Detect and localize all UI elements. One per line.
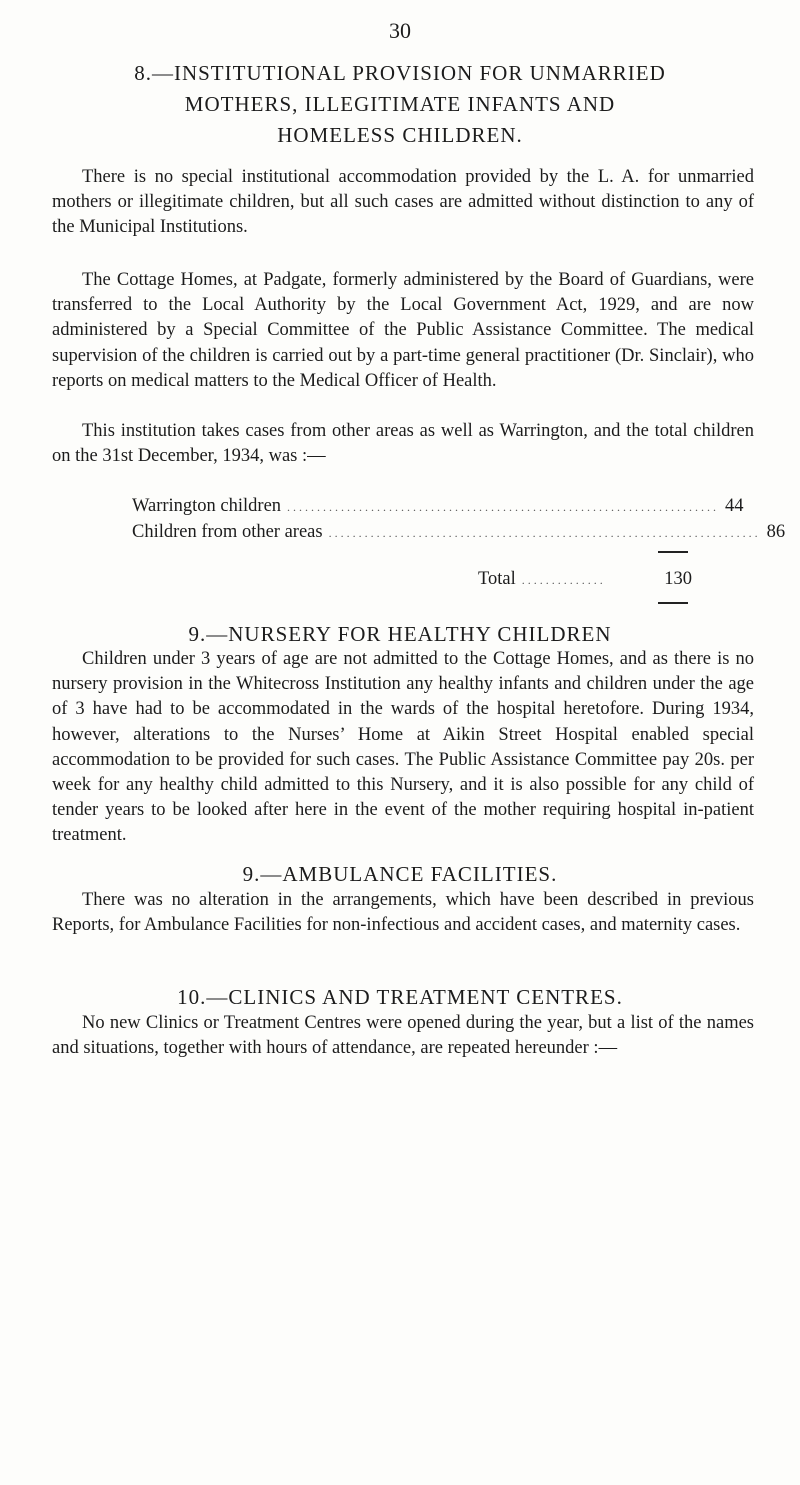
section-9-nursery-paragraph: Children under 3 years of age are not admitted to the Cottage Homes, and as there is no nursery provision in the Whitecross Institution any healthy infants and children under the age of 3 have had to be accommodated in the wards of the hospital heretofore. During 1934, however, alterations to the Nurses’ Home at Aikin Street Hospital enabled special accommodation to be provided for such cases. The Public Assistance Committee pay 20s. per week for any healthy child admitted to this Nursery, and it is also possible for any child of tender years to be looked after here in the event of the mother requiring hospital in-patient treatment. <box>52 649 754 846</box>
section-8-paragraph-3: This institution takes cases from other areas as well as Warrington, and the total children on the 31st December, 1934, was :— <box>52 421 754 467</box>
subtotal-rule <box>658 551 688 553</box>
tally-total-row <box>478 567 692 593</box>
tally-value: 86 <box>766 522 786 542</box>
tally-total <box>478 567 692 593</box>
section-9-ambulance-heading: 9.—AMBULANCE FACILITIES. <box>242 862 558 886</box>
leader-dots: ........................................................................ <box>287 500 720 514</box>
total-label: Total <box>478 569 516 589</box>
tally-row <box>132 494 744 520</box>
total-value: 130 <box>664 569 692 589</box>
total-rule <box>658 602 688 604</box>
section-9-ambulance-paragraph: There was no alteration in the arrangements, which have been described in previous Reports, for Ambulance Facilities for non-infectious and accident cases, and maternity cases. <box>52 890 754 936</box>
tally-row <box>132 520 786 546</box>
section-10-paragraph: No new Clinics or Treatment Centres were opened during the year, but a list of the names and situations, together with hours of attendance, are repeated hereunder :— <box>52 1013 754 1059</box>
leader-dots: .............. <box>521 573 606 587</box>
section-8-paragraph-1: There is no special institutional accommodation provided by the L. A. for unmarried mothers or illegitimate children, but all such cases are admitted without distinction to any of the Municipal Institutions. <box>52 167 754 238</box>
section-8-heading-line-1: 8.—INSTITUTIONAL PROVISION FOR UNMARRIED <box>134 61 666 85</box>
section-8-heading-line-2: MOTHERS, ILLEGITIMATE INFANTS AND <box>184 92 616 116</box>
section-9-nursery-heading: 9.—NURSERY FOR HEALTHY CHILDREN <box>188 622 612 646</box>
section-8-paragraph-2: The Cottage Homes, at Padgate, formerly administered by the Board of Guardians, were transferred to the Local Authority by the Local Government Act, 1929, and are now administered by a Special Committee of the Public Assistance Committee. The medical supervision of the children is carried out by a part-time general practitioner (Dr. Sinclair), who reports on medical matters to the Medical Officer of Health. <box>52 270 754 391</box>
section-10-heading: 10.—CLINICS AND TREATMENT CENTRES. <box>177 985 623 1009</box>
children-tally <box>132 494 786 546</box>
page-number: 30 <box>389 18 411 43</box>
section-8-heading-line-3: HOMELESS CHILDREN. <box>277 123 523 147</box>
tally-value: 44 <box>725 496 744 516</box>
leader-dots: ........................................................................ <box>328 526 761 540</box>
tally-label: Warrington children <box>132 496 282 516</box>
tally-label: Children from other areas <box>132 522 323 542</box>
